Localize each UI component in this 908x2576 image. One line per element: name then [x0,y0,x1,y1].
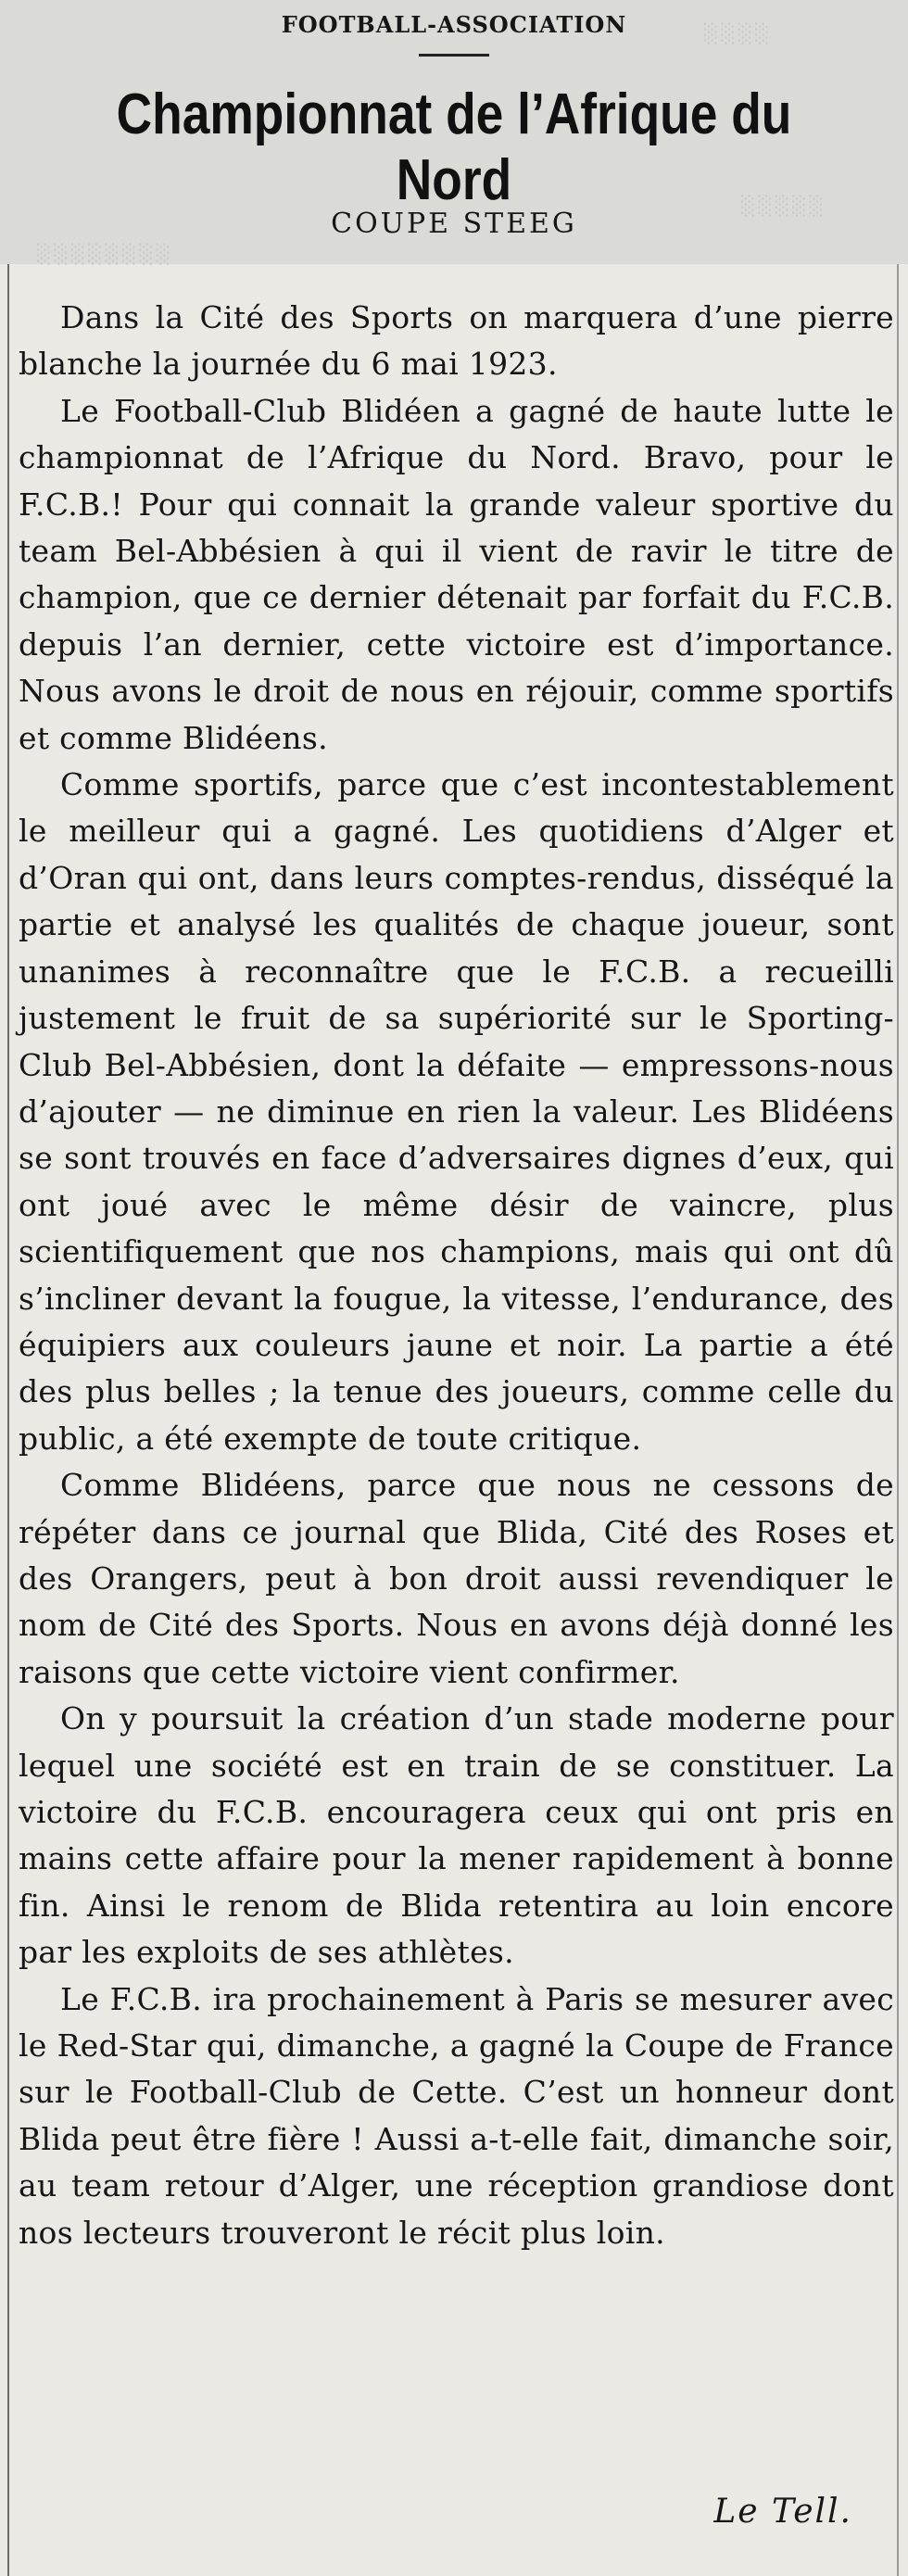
bleed-through-mark: ░░░░░ [741,195,826,217]
bleed-through-mark: ░░░░ [704,22,773,44]
section-kicker: FOOTBALL-ASSOCIATION [281,11,627,38]
article-paragraph: On y poursuit la création d’un stade moderne pour lequel une société est en train de se constituer. La victoire du F.C.B. encouragera ceux qui ont pris en mains cette affaire pour la mener rapidement à bonne fin. Ainsi le renom de Blida retentira au loin encore par les exploits de ses athlètes. [19,1700,894,1971]
bleed-through-mark: ░░░░░░░░ [37,243,174,265]
article-paragraph: Comme sportifs, parce que c’est incontestablement le meilleur qui a gagné. Les quotidiens d’Alger et d’Oran qui ont, dans leurs comptes-rendus, disséqué la partie et analysé les qualités de chaque joueur, sont unanimes à reconnaître que le F.C.B. a recueilli justement le fruit de sa supériorité sur le Sporting-Club Bel-Abbésien, dont la défaite — empressons-nous d’ajouter — ne diminue en rien la valeur. Les Blidéens se sont trouvés en face d’adversaires dignes d’eux, qui ont joué avec le même désir de vaincre, plus scientifiquement que nos champions, mais qui ont dû s’incliner devant la fougue, la vitesse, l’endurance, des équipiers aux couleurs jaune et noir. La partie a été des plus belles ; la tenue des joueurs, comme celle du public, a été exempte de toute critique. [19,766,894,1457]
column-rule-left [7,264,9,2576]
article-paragraph: Le F.C.B. ira prochainement à Paris se mesurer avec le Red-Star qui, dimanche, a gagné la Coupe de France sur le Football-Club de Cette. C’est un honneur dont Blida peut être fière ! Aussi a-t-elle fait, dimanche soir, au team retour d’Alger, une réception grandiose dont nos lecteurs trouveront le récit plus loin. [19,1980,894,2251]
short-divider [419,54,489,57]
article-paragraph: Le Football-Club Blidéen a gagné de haute lutte le championnat de l’Afrique du Nord. Bravo, pour le F.C.B.! Pour qui connait la grande valeur sportive du team Bel-Abbésien à qui il vient de ravir le titre de champion, que ce dernier détenait par forfait du F.C.B. depuis l’an dernier, cette victoire est d’importance. Nous avons le droit de nous en réjouir, comme sportifs et comme Blidéens. [19,392,894,756]
article-body [19,295,894,2256]
article-paragraph: Comme Blidéens, parce que nous ne cessons de répéter dans ce journal que Blida, Cité des Roses et des Orangers, peut à bon droit aussi revendiquer le nom de Cité des Sports. Nous en avons déjà donné les raisons que cette victoire vient confirmer. [19,1467,894,1690]
column-rule-right [897,264,899,2576]
article-headline: Championnat de l’Afrique du Nord [116,82,792,212]
article-paragraph: Dans la Cité des Sports on marquera d’une pierre blanche la journée du 6 mai 1923. [19,299,894,383]
author-signature: Le Tell. [713,2493,852,2531]
article-subhead: COUPE STEEG [331,208,577,240]
